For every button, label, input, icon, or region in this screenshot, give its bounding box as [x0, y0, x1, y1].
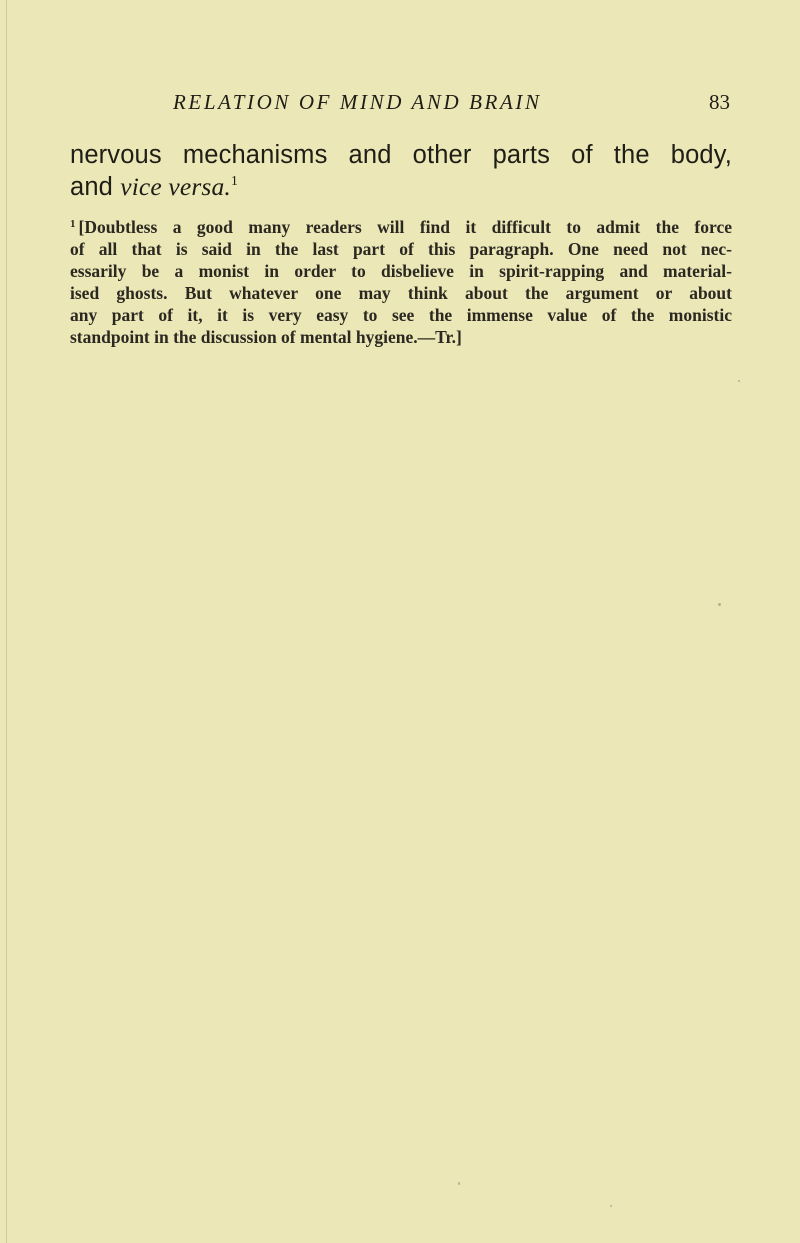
- page-number: 83: [709, 90, 730, 114]
- body-paragraph: [70, 139, 732, 203]
- footnote-line-text: [Doubtless a good many readers will find it difficult to admit the force: [78, 217, 732, 237]
- footnote-line: [70, 216, 732, 238]
- body-line: nervous mechanisms and other parts of the body,: [70, 141, 732, 169]
- paper-speck: [458, 1182, 460, 1185]
- footnote: [70, 216, 732, 348]
- footnote-line: ised ghosts. But whatever one may think about the argument or about: [70, 283, 732, 303]
- body-line: [70, 171, 732, 203]
- paper-speck: [610, 1205, 612, 1207]
- footnote-line: standpoint in the discussion of mental hygiene.—Tr.]: [70, 327, 462, 347]
- footnote-line: of all that is said in the last part of this paragraph. One need not nec-: [70, 239, 732, 259]
- footnote-line: any part of it, it is very easy to see the immense value of the monistic: [70, 305, 732, 325]
- footnote-line: essarily be a monist in order to disbelieve in spirit-rapping and material-: [70, 261, 732, 281]
- footnote-reference: 1: [230, 174, 239, 189]
- emphasis-text: vice versa.: [120, 172, 231, 201]
- paper-speck: [738, 380, 740, 382]
- running-title: RELATION OF MIND AND BRAIN: [173, 90, 542, 114]
- paper-speck: [718, 603, 721, 606]
- body-line-prefix: and: [70, 173, 121, 201]
- page-edge: [6, 0, 7, 1243]
- footnote-number: 1: [70, 218, 76, 230]
- running-head: [173, 90, 730, 118]
